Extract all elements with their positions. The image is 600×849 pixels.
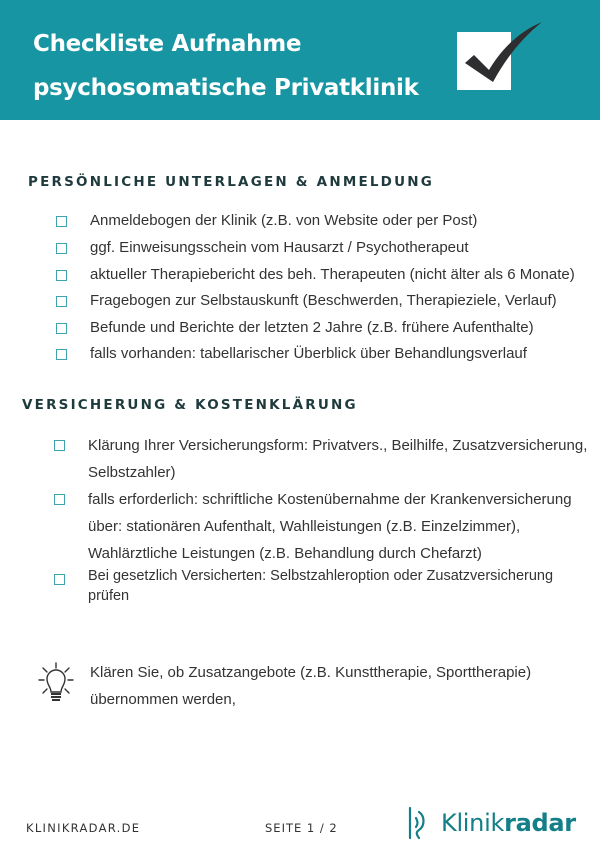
checkbox[interactable] (54, 574, 65, 585)
lightbulb-icon (38, 662, 74, 704)
checkbox[interactable] (56, 270, 67, 281)
checked-box-icon (456, 20, 546, 100)
logo-text: Klinikradar (441, 809, 576, 837)
checkbox[interactable] (56, 216, 67, 227)
radar-logo-icon (407, 806, 433, 840)
checkbox[interactable] (56, 323, 67, 334)
section-heading-personal-documents: PERSÖNLICHE UNTERLAGEN & ANMELDUNG (28, 174, 435, 190)
header-banner (0, 0, 600, 120)
checkbox[interactable] (54, 494, 65, 505)
checkbox[interactable] (56, 296, 67, 307)
checkbox[interactable] (56, 349, 67, 360)
section-heading-insurance: VERSICHERUNG & KOSTENKLÄRUNG (22, 397, 358, 413)
checkbox[interactable] (54, 440, 65, 451)
tip-text: Klären Sie, ob Zusatzangebote (z.B. Kunsttherapie, Sporttherapie) übernommen werden, (90, 664, 532, 708)
page-title (33, 22, 419, 110)
title-line-2: psychosomatische Privatklinik (33, 75, 419, 101)
footer-website[interactable]: KLINIKRADAR.DE (26, 821, 141, 835)
checkbox[interactable] (56, 243, 67, 254)
title-line-1: Checkliste Aufnahme (33, 31, 302, 57)
klinikradar-logo (407, 806, 576, 840)
page-number: SEITE 1 / 2 (265, 821, 338, 835)
